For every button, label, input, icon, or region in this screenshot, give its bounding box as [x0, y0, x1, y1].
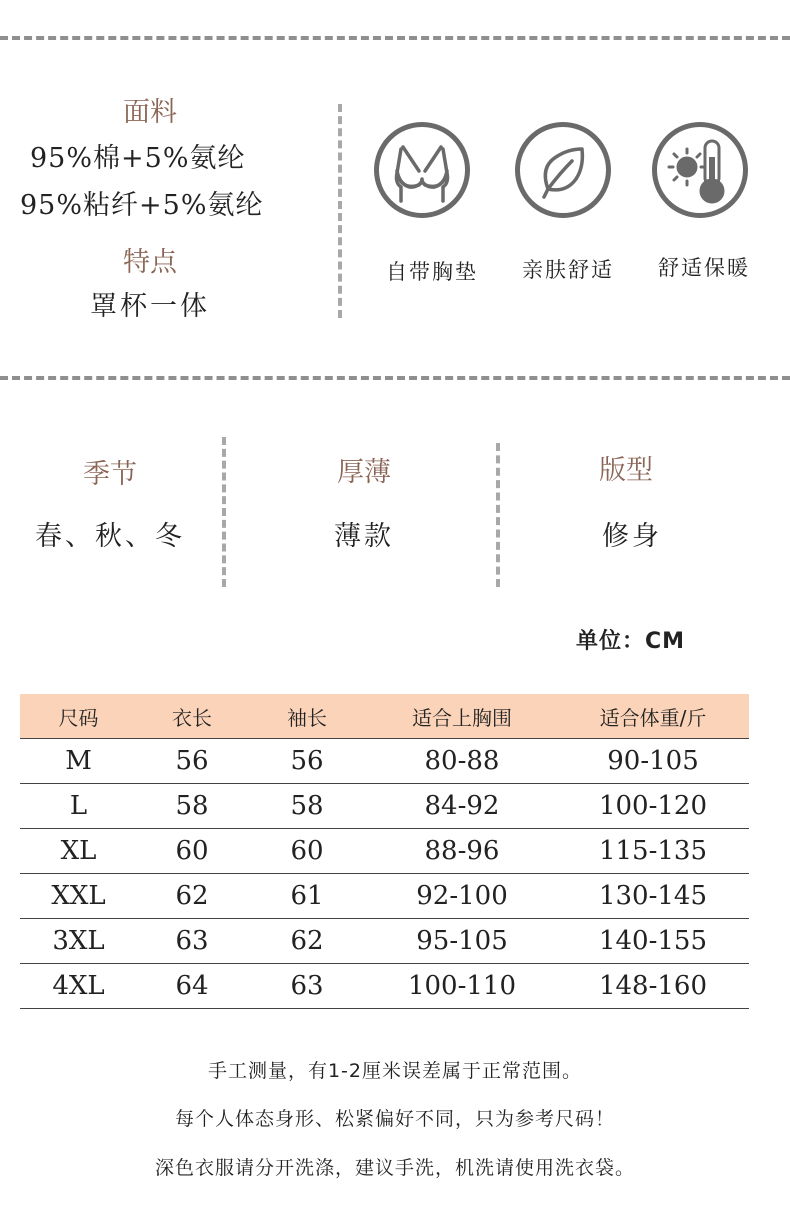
cell-bust: 84-92: [367, 784, 557, 829]
cell-size: 4XL: [20, 964, 137, 1009]
bra-icon: [374, 122, 470, 218]
leaf-icon: [515, 122, 611, 218]
table-header-row: [20, 694, 749, 739]
cell-weight: 90-105: [557, 739, 749, 784]
table-row: [20, 919, 749, 964]
top-divider: [0, 36, 790, 40]
cell-sleeve: 56: [247, 739, 367, 784]
vertical-divider: [496, 443, 500, 587]
cell-length: 60: [137, 829, 247, 874]
cell-sleeve: 63: [247, 964, 367, 1009]
table-row: [20, 784, 749, 829]
icon-label-padded: 自带胸垫: [386, 260, 478, 284]
fabric-line-2: 95%粘纤+5%氨纶: [20, 190, 264, 221]
cell-sleeve: 60: [247, 829, 367, 874]
header-weight: 适合体重/斤: [557, 694, 749, 739]
note-washing: 深色衣服请分开洗涤，建议手洗，机洗请使用洗衣袋。: [154, 1157, 635, 1179]
header-bust: 适合上胸围: [367, 694, 557, 739]
unit-label: 单位：CM: [576, 629, 686, 654]
vertical-divider: [222, 437, 226, 587]
cell-bust: 92-100: [367, 874, 557, 919]
header-size: 尺码: [20, 694, 137, 739]
table-row: [20, 739, 749, 784]
cell-weight: 115-135: [557, 829, 749, 874]
thickness-value: 薄款: [334, 521, 394, 552]
cell-sleeve: 58: [247, 784, 367, 829]
thickness-title: 厚薄: [337, 457, 391, 488]
cell-weight: 148-160: [557, 964, 749, 1009]
note-measurement: 手工测量，有1-2厘米误差属于正常范围。: [207, 1060, 583, 1082]
cell-size: 3XL: [20, 919, 137, 964]
cell-size: XL: [20, 829, 137, 874]
sun-thermometer-icon: [652, 122, 748, 218]
cell-bust: 100-110: [367, 964, 557, 1009]
header-length: 衣长: [137, 694, 247, 739]
table-row: [20, 964, 749, 1009]
cell-bust: 95-105: [367, 919, 557, 964]
cell-length: 64: [137, 964, 247, 1009]
table-row: [20, 829, 749, 874]
cell-bust: 80-88: [367, 739, 557, 784]
cell-bust: 88-96: [367, 829, 557, 874]
cell-length: 58: [137, 784, 247, 829]
cell-size: M: [20, 739, 137, 784]
cell-length: 56: [137, 739, 247, 784]
cell-weight: 140-155: [557, 919, 749, 964]
table-row: [20, 874, 749, 919]
cell-length: 62: [137, 874, 247, 919]
icon-label-skin-friendly: 亲肤舒适: [522, 258, 614, 282]
cell-size: XXL: [20, 874, 137, 919]
middle-divider: [0, 376, 790, 380]
icon-label-warm: 舒适保暖: [658, 256, 750, 280]
note-fit: 每个人体态身形、松紧偏好不同，只为参考尺码！: [174, 1108, 615, 1130]
fit-value: 修身: [602, 521, 662, 552]
fit-title: 版型: [599, 455, 653, 486]
cell-length: 63: [137, 919, 247, 964]
cell-sleeve: 62: [247, 919, 367, 964]
vertical-divider: [338, 104, 342, 318]
feature-title: 特点: [123, 247, 177, 278]
cell-weight: 130-145: [557, 874, 749, 919]
header-sleeve: 袖长: [247, 694, 367, 739]
fabric-line-1: 95%棉+5%氨纶: [30, 143, 246, 174]
season-title: 季节: [83, 459, 137, 490]
season-value: 春、秋、冬: [35, 521, 185, 552]
feature-value: 罩杯一体: [90, 291, 210, 322]
cell-weight: 100-120: [557, 784, 749, 829]
size-table: [20, 694, 749, 1009]
cell-size: L: [20, 784, 137, 829]
fabric-title: 面料: [123, 97, 177, 128]
cell-sleeve: 61: [247, 874, 367, 919]
